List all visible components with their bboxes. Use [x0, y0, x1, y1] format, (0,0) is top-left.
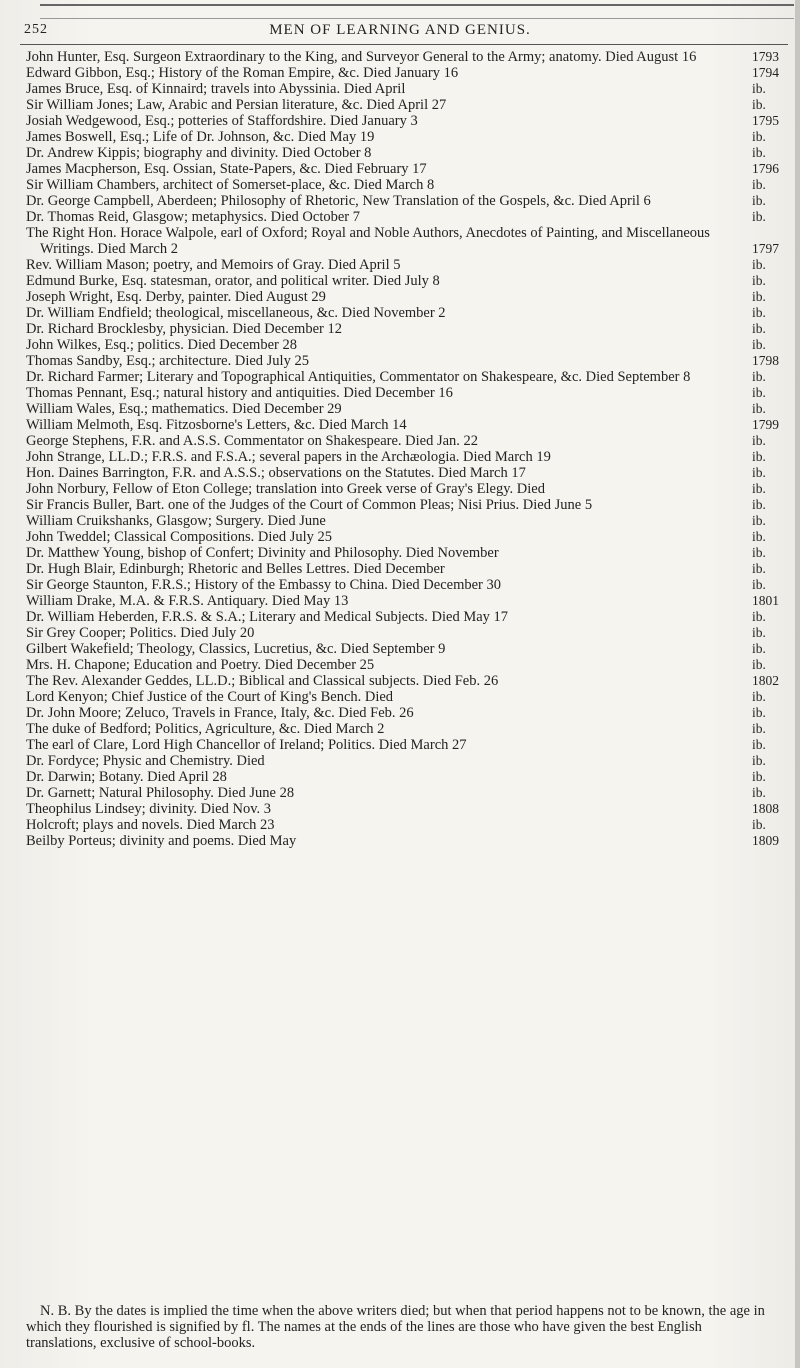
entry-year: ib. — [752, 545, 766, 560]
list-item — [26, 353, 786, 369]
entry-year: ib. — [752, 273, 766, 288]
entry-year: ib. — [752, 97, 766, 112]
entry-text: Dr. Thomas Reid, Glasgow; metaphysics. Died October 7 — [26, 209, 360, 225]
list-item — [26, 513, 786, 529]
entry-year: ib. — [752, 577, 766, 592]
entry-text: James Boswell, Esq.; Life of Dr. Johnson, &c. Died May 19 — [26, 129, 375, 145]
entry-text: John Tweddel; Classical Compositions. Died July 25 — [26, 529, 333, 545]
entry-text: Dr. Matthew Young, bishop of Confert; Divinity and Philosophy. Died November — [26, 545, 499, 561]
entry-year: 1801 — [752, 593, 779, 608]
entry-text: Theophilus Lindsey; divinity. Died Nov. 3 — [26, 801, 271, 817]
list-item — [26, 49, 786, 65]
entry-text: Hon. Daines Barrington, F.R. and A.S.S.; observations on the Statutes. Died March 17 — [26, 465, 526, 481]
entry-year: ib. — [752, 81, 766, 96]
entry-year: ib. — [752, 817, 766, 832]
entry-text: John Strange, LL.D.; F.R.S. and F.S.A.; several papers in the Archæologia. Died March 19 — [26, 449, 551, 465]
list-item — [26, 705, 786, 721]
entry-year: ib. — [752, 257, 766, 272]
entry-text: Dr. Fordyce; Physic and Chemistry. Died — [26, 753, 265, 769]
page-edge — [795, 0, 800, 1368]
list-item — [26, 145, 786, 161]
list-item — [26, 129, 786, 145]
entry-year: ib. — [752, 401, 766, 416]
entry-year: ib. — [752, 769, 766, 784]
running-title: MEN OF LEARNING AND GENIUS. — [269, 22, 531, 38]
list-item — [26, 577, 786, 593]
entry-text: Edmund Burke, Esq. statesman, orator, and political writer. Died July 8 — [26, 273, 440, 289]
entry-text: The Right Hon. Horace Walpole, earl of Oxford; Royal and Noble Authors, Anecdotes of Painting, and Miscellaneous Writings. Died March 2 — [26, 225, 710, 257]
entry-text: Dr. Darwin; Botany. Died April 28 — [26, 769, 227, 785]
entry-text: Dr. Andrew Kippis; biography and divinity. Died October 8 — [26, 145, 372, 161]
entry-year: 1809 — [752, 833, 779, 848]
entry-text: Sir William Jones; Law, Arabic and Persian literature, &c. Died April 27 — [26, 97, 447, 113]
entry-text: William Wales, Esq.; mathematics. Died December 29 — [26, 401, 342, 417]
list-item — [26, 321, 786, 337]
entry-text: Sir William Chambers, architect of Somerset-place, &c. Died March 8 — [26, 177, 435, 193]
entry-text: William Cruikshanks, Glasgow; Surgery. Died June — [26, 513, 326, 529]
list-item — [26, 625, 786, 641]
list-item — [26, 337, 786, 353]
entry-year: ib. — [752, 369, 766, 384]
entry-year: ib. — [752, 721, 766, 736]
list-item — [26, 161, 786, 177]
entry-year: ib. — [752, 193, 766, 208]
entry-text: Sir Francis Buller, Bart. one of the Judges of the Court of Common Pleas; Nisi Prius. Died June 5 — [26, 497, 593, 513]
entry-text: John Wilkes, Esq.; politics. Died December 28 — [26, 337, 297, 353]
list-item — [26, 673, 786, 689]
entry-year: ib. — [752, 561, 766, 576]
entry-year: ib. — [752, 497, 766, 512]
list-item — [26, 769, 786, 785]
entry-year: 1796 — [752, 161, 779, 176]
entry-year: 1794 — [752, 65, 779, 80]
list-item — [26, 641, 786, 657]
list-item — [26, 817, 786, 833]
entry-text: Joseph Wright, Esq. Derby, painter. Died August 29 — [26, 289, 326, 305]
list-item — [26, 369, 786, 385]
list-item — [26, 289, 786, 305]
entry-text: Rev. William Mason; poetry, and Memoirs of Gray. Died April 5 — [26, 257, 401, 273]
entry-text: Edward Gibbon, Esq.; History of the Roman Empire, &c. Died January 16 — [26, 65, 459, 81]
entry-year: 1808 — [752, 801, 779, 816]
entry-text: Mrs. H. Chapone; Education and Poetry. Died December 25 — [26, 657, 375, 673]
list-item — [26, 81, 786, 97]
list-item — [26, 833, 786, 849]
list-item — [26, 449, 786, 465]
entry-year: ib. — [752, 689, 766, 704]
entry-text: William Drake, M.A. & F.R.S. Antiquary. Died May 13 — [26, 593, 349, 609]
list-item — [26, 65, 786, 81]
entry-text: Beilby Porteus; divinity and poems. Died May — [26, 833, 297, 849]
list-item — [26, 609, 786, 625]
entry-text: Gilbert Wakefield; Theology, Classics, Lucretius, &c. Died September 9 — [26, 641, 446, 657]
list-item — [26, 481, 786, 497]
entry-year: 1802 — [752, 673, 779, 688]
entry-year: 1793 — [752, 49, 779, 64]
entry-text: James Bruce, Esq. of Kinnaird; travels into Abyssinia. Died April — [26, 81, 406, 97]
list-item — [26, 257, 786, 273]
entry-year: ib. — [752, 385, 766, 400]
list-item — [26, 529, 786, 545]
page-number: 252 — [24, 22, 48, 37]
biography-list — [26, 49, 786, 849]
entry-year: ib. — [752, 305, 766, 320]
list-item — [26, 561, 786, 577]
entry-text: Dr. William Endfield; theological, miscellaneous, &c. Died November 2 — [26, 305, 446, 321]
list-item — [26, 97, 786, 113]
list-item — [26, 113, 786, 129]
entry-text: Sir George Staunton, F.R.S.; History of the Embassy to China. Died December 30 — [26, 577, 502, 593]
entry-year: ib. — [752, 433, 766, 448]
list-item — [26, 657, 786, 673]
entry-year: ib. — [752, 449, 766, 464]
entry-text: The earl of Clare, Lord High Chancellor of Ireland; Politics. Died March 27 — [26, 737, 467, 753]
entry-text: John Norbury, Fellow of Eton College; translation into Greek verse of Gray's Elegy. Died — [26, 481, 545, 497]
list-item — [26, 417, 786, 433]
entry-text: The duke of Bedford; Politics, Agriculture, &c. Died March 2 — [26, 721, 385, 737]
entry-text: The Rev. Alexander Geddes, LL.D.; Biblical and Classical subjects. Died Feb. 26 — [26, 673, 499, 689]
entry-text: John Hunter, Esq. Surgeon Extraordinary to the King, and Surveyor General to the Army; anatomy. Died August 16 — [26, 49, 697, 65]
entry-text: Thomas Pennant, Esq.; natural history and antiquities. Died December 16 — [26, 385, 453, 401]
entry-text: Josiah Wedgewood, Esq.; potteries of Staffordshire. Died January 3 — [26, 113, 418, 129]
list-item — [26, 497, 786, 513]
entry-text: Dr. Garnett; Natural Philosophy. Died June 28 — [26, 785, 295, 801]
entry-text: James Macpherson, Esq. Ossian, State-Papers, &c. Died February 17 — [26, 161, 427, 177]
entry-year: ib. — [752, 177, 766, 192]
entry-year: 1798 — [752, 353, 779, 368]
entry-text: Dr. Richard Farmer; Literary and Topographical Antiquities, Commentator on Shakespeare, &c. Died September 8 — [26, 369, 691, 385]
footnote: N. B. By the dates is implied the time when the above writers died; but when that period happens not to be known, the age in which they flourished is signified by fl. The names at the ends of the lines are those who have given the best English translations, exclusive of school-books. — [26, 1302, 765, 1351]
list-item — [26, 785, 786, 801]
entry-year: ib. — [752, 481, 766, 496]
list-item — [26, 753, 786, 769]
entry-year: ib. — [752, 785, 766, 800]
entry-year: 1799 — [752, 417, 779, 432]
entry-text: Dr. Hugh Blair, Edinburgh; Rhetoric and Belles Lettres. Died December — [26, 561, 445, 577]
list-item — [26, 721, 786, 737]
entry-year: ib. — [752, 737, 766, 752]
top-border-rule — [40, 4, 794, 19]
entry-year: ib. — [752, 657, 766, 672]
entry-text: Dr. Richard Brocklesby, physician. Died December 12 — [26, 321, 342, 337]
entry-year: ib. — [752, 529, 766, 544]
page-header — [0, 22, 800, 44]
entry-year: ib. — [752, 753, 766, 768]
list-item — [26, 801, 786, 817]
entry-text: Holcroft; plays and novels. Died March 23 — [26, 817, 275, 833]
list-item — [26, 737, 786, 753]
list-item — [26, 193, 786, 209]
entry-year: ib. — [752, 609, 766, 624]
entry-text: Dr. William Heberden, F.R.S. & S.A.; Literary and Medical Subjects. Died May 17 — [26, 609, 509, 625]
entry-year: ib. — [752, 465, 766, 480]
header-rule — [20, 44, 788, 45]
entry-year: 1797 — [752, 241, 779, 256]
list-item — [26, 593, 786, 609]
entry-year: ib. — [752, 641, 766, 656]
entry-text: Thomas Sandby, Esq.; architecture. Died July 25 — [26, 353, 309, 369]
list-item — [26, 273, 786, 289]
entry-text: Sir Grey Cooper; Politics. Died July 20 — [26, 625, 255, 641]
entry-year: ib. — [752, 129, 766, 144]
list-item — [26, 401, 786, 417]
entry-year: ib. — [752, 513, 766, 528]
entry-year: ib. — [752, 337, 766, 352]
list-item — [26, 689, 786, 705]
list-item — [26, 209, 786, 225]
list-item — [26, 465, 786, 481]
entry-year: ib. — [752, 145, 766, 160]
list-item — [26, 385, 786, 401]
entry-year: ib. — [752, 625, 766, 640]
entry-text: George Stephens, F.R. and A.S.S. Commentator on Shakespeare. Died Jan. 22 — [26, 433, 479, 449]
entry-year: ib. — [752, 705, 766, 720]
list-item — [26, 433, 786, 449]
list-item — [26, 177, 786, 193]
entry-text: William Melmoth, Esq. Fitzosborne's Letters, &c. Died March 14 — [26, 417, 407, 433]
list-item — [26, 305, 786, 321]
entry-text: Lord Kenyon; Chief Justice of the Court of King's Bench. Died — [26, 689, 394, 705]
list-item — [26, 545, 786, 561]
entry-text: Dr. George Campbell, Aberdeen; Philosophy of Rhetoric, New Translation of the Gospels, &c. Died April 6 — [26, 193, 651, 209]
entry-year: ib. — [752, 209, 766, 224]
entry-year: ib. — [752, 321, 766, 336]
entry-text: Dr. John Moore; Zeluco, Travels in France, Italy, &c. Died Feb. 26 — [26, 705, 414, 721]
entry-year: 1795 — [752, 113, 779, 128]
entry-year: ib. — [752, 289, 766, 304]
list-item — [26, 225, 786, 257]
